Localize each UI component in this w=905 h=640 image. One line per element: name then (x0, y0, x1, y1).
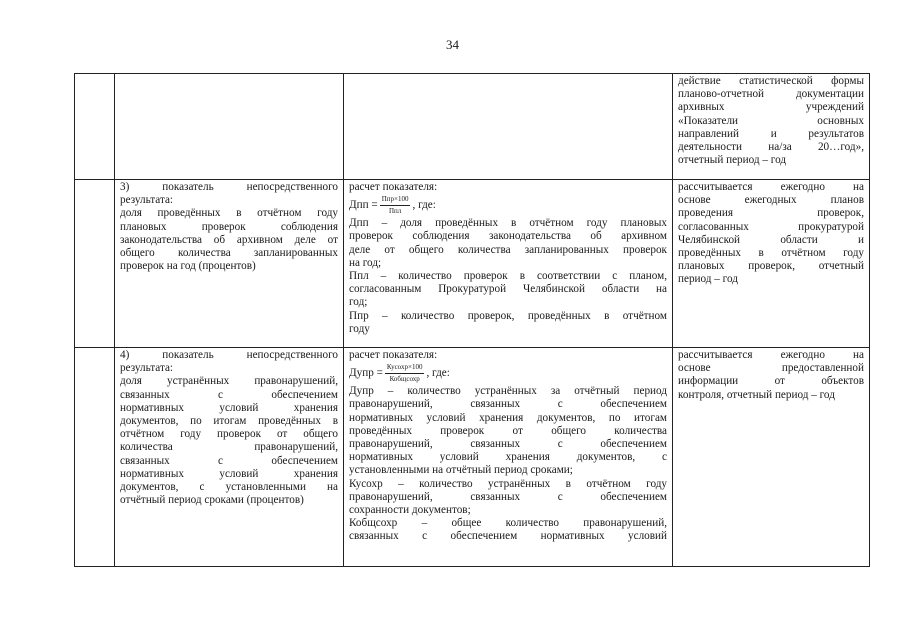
cell-source (673, 74, 870, 180)
text-line: период – год (678, 273, 738, 286)
cell-indicator (115, 180, 344, 348)
page-number: 34 (446, 37, 459, 52)
text-line: направлений и результатов (678, 127, 864, 140)
text-line: проведённых в отчётном году (678, 247, 864, 260)
formula-fraction (380, 195, 411, 216)
text-line: установленными на отчётный период сроками; (349, 464, 573, 477)
text-line: связанных с обеспечением (120, 388, 338, 401)
text-line: Кобщсохр – общее количество правонарушений, (349, 517, 667, 530)
text-line: Дпп – доля проведённых в отчётном году плановых (349, 217, 667, 230)
text-line: рассчитывается ежегодно на (678, 181, 864, 193)
text-line: основе предоставленной (678, 362, 864, 375)
text-line: плановых проверок соблюдения (120, 220, 338, 233)
cell-number (75, 180, 115, 348)
text-line: на год; (349, 256, 382, 269)
text-line: Челябинской области и (678, 233, 864, 246)
formula-intro: расчет показателя: (349, 349, 438, 361)
text-line: рассчитывается ежегодно на (678, 349, 864, 361)
table-row (75, 74, 870, 180)
text-line: результата: (120, 362, 174, 375)
cell-formula (344, 74, 673, 180)
text-line: проведения проверок, (678, 207, 864, 220)
text-line: количества правонарушений, (120, 441, 338, 454)
cell-number (75, 74, 115, 180)
formula-denominator: Кобщсохр (389, 375, 420, 384)
cell-source (673, 348, 870, 567)
text-line: нормативных условий хранения документов, с (349, 451, 667, 464)
text-line: деятельности на/за 20…год», (678, 141, 864, 154)
formula-lhs: Дупр = (349, 367, 383, 380)
text-line: проверок соблюдения законодательства об архивном (349, 230, 667, 243)
text-line: проверок на год (процентов) (120, 260, 256, 273)
text-line: результата: (120, 194, 174, 207)
text-line: отчетный период – год (678, 154, 787, 167)
text-line: доля устранённых правонарушений, (120, 375, 338, 388)
text-line: проведённых проверок от общего количества (349, 424, 667, 437)
text-line: правонарушений, связанных с обеспечением (349, 490, 667, 503)
text-line: отчётный период сроками (процентов) (120, 494, 304, 507)
cell-indicator (115, 74, 344, 180)
text-line: нормативных условий хранения документов, по итогам (349, 411, 667, 424)
text-line: Ппр – количество проверок, проведённых в отчётном (349, 309, 667, 322)
formula-lhs: Дпп = (349, 199, 378, 212)
text-line: правонарушений, связанных с обеспечением (349, 398, 667, 411)
text-line: Ппл – количество проверок в соответствии с планом, (349, 270, 667, 283)
text-line: информации от объектов (678, 375, 864, 388)
formula (349, 363, 450, 384)
indicators-table (74, 73, 870, 567)
cell-number (75, 348, 115, 567)
text-line: согласованным Прокуратурой Челябинской области на (349, 283, 667, 296)
text-line: законодательства об архивном деле от (120, 233, 338, 246)
text-line: сохранности документов; (349, 504, 471, 517)
formula-fraction (385, 363, 425, 384)
text-line: Дупр – количество устранённых за отчётный период (349, 385, 667, 398)
formula-numerator: Ппр×100 (380, 195, 411, 206)
text-line: нормативных условий хранения (120, 467, 338, 480)
text-line: согласованных прокуратурой (678, 220, 864, 233)
text-line: документов, с установленными на (120, 481, 338, 494)
text-line: документов, по итогам проведённых в (120, 415, 338, 428)
text-line: год; (349, 296, 368, 309)
formula-tail: , где: (412, 199, 436, 212)
text-line: отчётном году проверок от общего (120, 428, 338, 441)
cell-source (673, 180, 870, 348)
text-line: году (349, 322, 370, 335)
text-line: нормативных условий хранения (120, 401, 338, 414)
text-line: доля проведённых в отчётном году (120, 207, 338, 220)
formula-numerator: Кусохр×100 (385, 363, 425, 374)
cell-formula (344, 180, 673, 348)
text-line: 4) показатель непосредственного (120, 349, 338, 361)
table-row (75, 180, 870, 348)
text-line: «Показатели основных (678, 114, 864, 127)
text-line: деле от общего количества запланированных проверок (349, 243, 667, 256)
formula-denominator: Ппл (388, 207, 402, 216)
text-line: связанных с обеспечением нормативных условий (349, 530, 667, 543)
formula (349, 195, 436, 216)
text-line: общего количества запланированных (120, 247, 338, 260)
text-line: плановых проверок, отчетный (678, 260, 864, 273)
formula-tail: , где: (426, 367, 450, 380)
text-line: планово-отчетной документации (678, 88, 864, 101)
text-line: 3) показатель непосредственного (120, 181, 338, 193)
text-line: связанных с обеспечением (120, 454, 338, 467)
table-row (75, 348, 870, 567)
text-line: основе ежегодных планов (678, 194, 864, 207)
text-line: правонарушений, связанных с обеспечением (349, 438, 667, 451)
cell-indicator (115, 348, 344, 567)
cell-formula (344, 348, 673, 567)
text-line: Кусохр – количество устранённых в отчётном году (349, 477, 667, 490)
formula-intro: расчет показателя: (349, 181, 438, 193)
text-line: действие статистической формы (678, 75, 864, 87)
text-line: архивных учреждений (678, 101, 864, 114)
text-line: контроля, отчетный период – год (678, 388, 835, 401)
